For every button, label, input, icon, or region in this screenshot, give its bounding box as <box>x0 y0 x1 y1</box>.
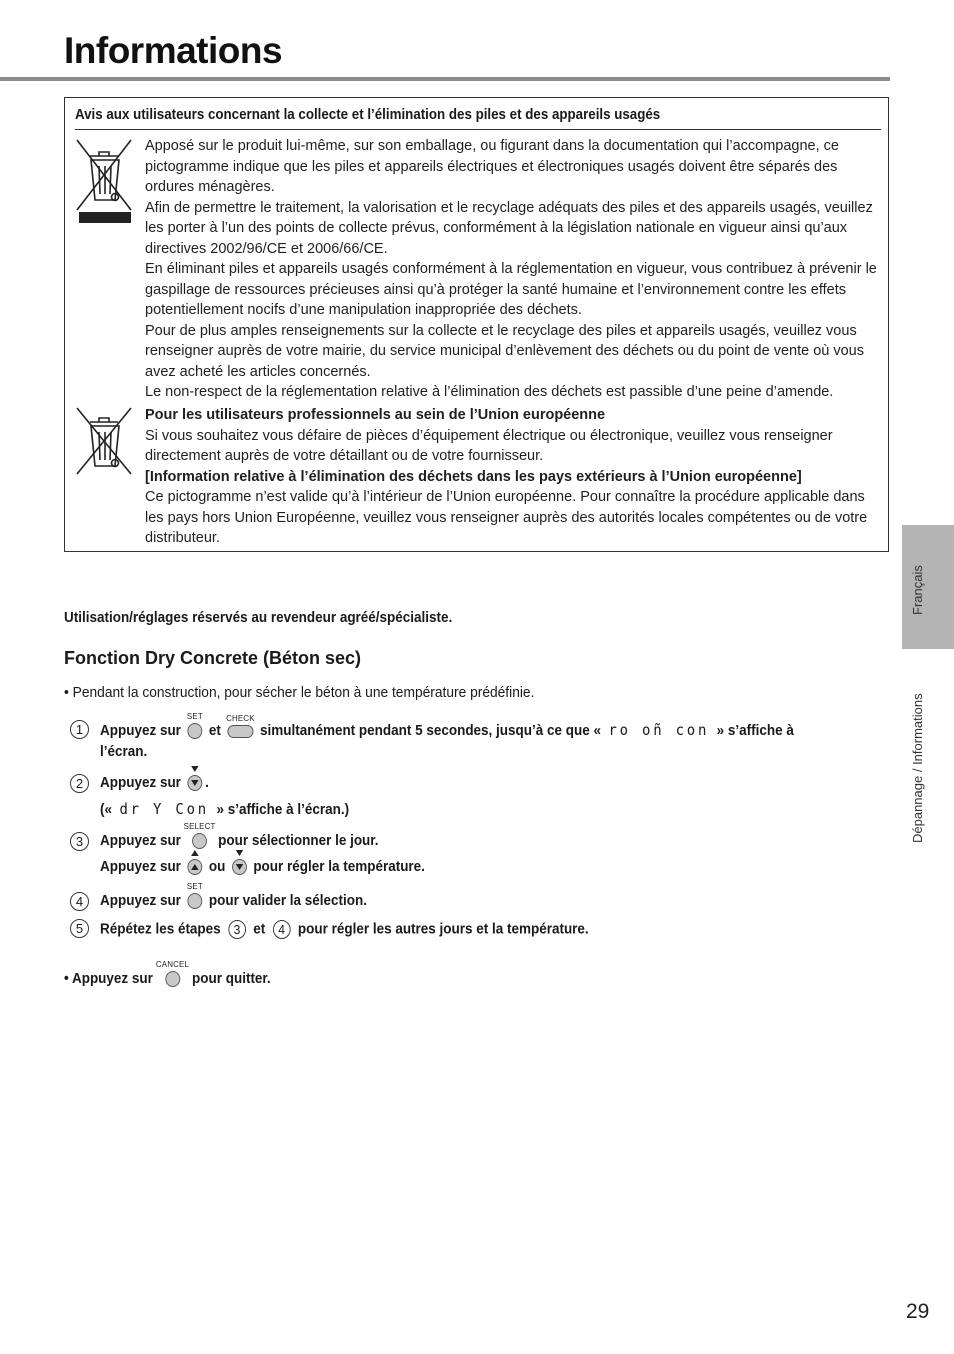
step-text: pour régler la température. <box>253 859 425 875</box>
step-text: et <box>253 921 266 938</box>
page-number: 29 <box>906 1300 930 1323</box>
button-caption: CHECK <box>226 712 255 723</box>
section-intro: • Pendant la construction, pour sécher le béton à une température prédéfinie. <box>64 685 535 701</box>
step-text: et <box>208 723 221 739</box>
step-text: Répétez les étapes <box>100 921 221 938</box>
pro-users-heading: Pour les utilisateurs professionnels au sein de l’Union européenne <box>145 407 606 423</box>
outside-eu-text: Ce pictogramme n’est valide qu’à l’intérieur de l’Union européenne. Pour connaître la procédure applicable dans les pays hors Union Européenne, veuillez vous renseigner auprès des autorités locales compétentes ou de votre distributeur. <box>145 489 868 546</box>
language-tab-label: Français <box>910 565 925 615</box>
up-arrow-icon <box>191 850 198 856</box>
down-button-icon <box>187 775 202 791</box>
button-caption: SELECT <box>183 821 216 832</box>
button-caption: SET <box>186 711 203 722</box>
pro-users-text: Si vous souhaitez vous défaire de pièces d’équipement électrique ou électronique, veuillez vous renseigner directement auprès de votre détaillant ou de votre fournisseur. <box>145 427 833 464</box>
step-2-display <box>100 800 349 818</box>
step-text: pour valider la sélection. <box>208 893 368 909</box>
step-5 <box>100 920 589 939</box>
page-title: Informations <box>64 30 283 71</box>
step-text: » s’affiche à <box>716 723 794 739</box>
step-text: Appuyez sur <box>100 859 181 875</box>
step-3 <box>100 821 379 849</box>
step-text: • Appuyez sur <box>64 971 153 987</box>
step-1 <box>100 711 794 739</box>
lcd-readout: dr Y Con <box>119 800 209 818</box>
notice-paragraph: Apposé sur le produit lui-même, sur son emballage, ou figurant dans la documentation qui l’accompagne, ce pictogramme indique que les piles et appareils électriques et électroniques usagés doivent être séparés des ordures ménagères. <box>145 138 839 195</box>
down-button-icon <box>232 859 247 875</box>
notice-paragraph: Pour de plus amples renseignements sur la collecte et le recyclage des piles et appareils usagés, veuillez vous renseigner auprès de votre mairie, du service municipal d’enlèvement des déchets ou du point de vente où vous avez acheté les articles concernés. <box>145 322 864 380</box>
down-arrow-icon <box>236 850 243 856</box>
disposal-notice-box <box>64 97 889 552</box>
step-text: simultanément pendant 5 secondes, jusqu’à ce que « <box>260 723 601 739</box>
button-caption: SET <box>186 881 203 892</box>
dealer-note: Utilisation/réglages réservés au revendeur agréé/spécialiste. <box>64 610 453 626</box>
down-arrow-icon <box>191 766 198 772</box>
step-4 <box>100 881 368 909</box>
notice-paragraph: Le non-respect de la réglementation relative à l’élimination des déchets est passible d’une peine d’amende. <box>145 384 834 400</box>
up-arrow-icon <box>191 864 198 870</box>
up-button-icon <box>187 859 202 875</box>
step-reference: 3 <box>228 920 246 939</box>
down-arrow-icon <box>236 864 243 870</box>
step-2 <box>100 775 209 791</box>
step-number: 5 <box>70 919 89 938</box>
step-3-continued <box>100 859 425 875</box>
step-text: » s’affiche à l’écran.) <box>216 802 350 818</box>
notice-paragraph: Afin de permettre le traitement, la valorisation et le recyclage adéquats des piles et des appareils usagés, veuillez les porter à l’un des points de collecte prévus, conformément à la législation nationale en vigueur ainsi qu’aux directives 2002/96/CE et 2006/66/CE. <box>145 199 873 257</box>
step-number: 3 <box>70 832 89 851</box>
step-text: Appuyez sur <box>100 775 181 791</box>
step-number: 1 <box>70 720 89 739</box>
step-text: pour quitter. <box>192 971 271 987</box>
step-text: (« <box>100 802 113 818</box>
notice-heading: Avis aux utilisateurs concernant la collecte et l’élimination des piles et des appareils usagés <box>75 107 661 123</box>
set-button-icon <box>186 711 203 739</box>
section-title: Fonction Dry Concrete (Béton sec) <box>64 648 362 668</box>
step-text: pour régler les autres jours et la température. <box>297 921 589 938</box>
step-number: 2 <box>70 774 89 793</box>
title-rule <box>0 77 890 81</box>
cancel-button-icon <box>155 959 190 987</box>
step-text: Appuyez sur <box>100 893 181 909</box>
lcd-readout: ro oñ con <box>608 721 710 739</box>
quit-instruction <box>64 959 271 987</box>
button-caption: CANCEL <box>155 959 190 970</box>
notice-paragraph: En éliminant piles et appareils usagés conformément à la réglementation en vigueur, vous contribuez à prévenir le gaspillage de ressources précieuses ainsi qu’à protéger la santé humaine et l’environnement contre les effets potentiellement nocifs d’une manipulation inappropriée des déchets. <box>145 261 877 318</box>
set-button-icon <box>186 881 203 909</box>
crossed-bin-icon <box>75 406 133 476</box>
step-text: . <box>205 775 209 791</box>
step-1-continued: l’écran. <box>100 744 148 760</box>
section-side-label: Dépannage / Informations <box>910 693 925 843</box>
step-text: ou <box>208 859 226 875</box>
notice-professional-text <box>145 405 881 549</box>
select-button-icon <box>183 821 216 849</box>
outside-eu-heading: [Information relative à l’élimination des déchets dans les pays extérieurs à l’Union européenne] <box>145 468 802 485</box>
step-text: pour sélectionner le jour. <box>218 833 379 849</box>
step-text: Appuyez sur <box>100 723 181 739</box>
notice-general-text <box>145 136 881 403</box>
step-text: Appuyez sur <box>100 833 181 849</box>
step-reference: 4 <box>273 920 291 939</box>
down-arrow-icon <box>191 780 198 786</box>
check-button-icon <box>226 712 255 738</box>
notice-heading-divider <box>75 129 881 130</box>
step-number: 4 <box>70 892 89 911</box>
crossed-bin-icon <box>75 138 133 224</box>
